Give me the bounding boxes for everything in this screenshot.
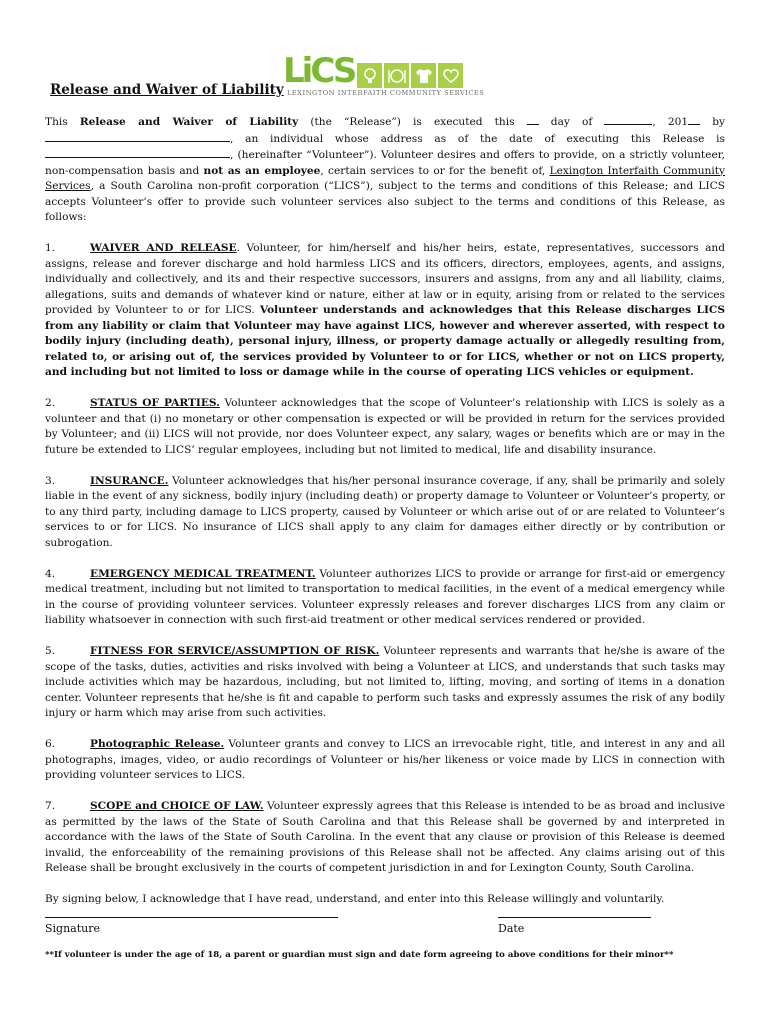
heart-icon <box>438 63 463 88</box>
section-4 <box>45 567 725 629</box>
section-number: 4. <box>45 567 56 580</box>
date-label: Date <box>498 922 525 935</box>
intro-text: , a South Carolina non-profit corporation (“LICS”), subject to the terms and conditions of this Release; and LICS accepts Volunteer’s offer to provide such volunteer services also subject to the terms and conditions of this Release, as follows: <box>45 180 725 223</box>
day-blank[interactable] <box>527 114 539 125</box>
section-number: 2. <box>45 397 56 409</box>
section-heading: Photographic Release. <box>90 738 225 750</box>
section-number: 5. <box>45 645 56 657</box>
intro-text: This <box>45 116 80 128</box>
intro-paragraph <box>45 114 725 226</box>
section-heading: WAIVER AND RELEASE <box>90 242 237 254</box>
document-body <box>45 114 725 908</box>
section-number: 1. <box>45 242 56 254</box>
month-blank[interactable] <box>604 114 652 125</box>
year-blank[interactable] <box>688 114 700 125</box>
section-number: 3. <box>45 474 56 487</box>
intro-text: , certain services to or for the benefit of, <box>320 164 550 177</box>
signature-line[interactable] <box>45 917 338 918</box>
intro-text: (the “Release”) is executed this <box>298 116 527 128</box>
section-heading: FITNESS FOR SERVICE/ASSUMPTION OF RISK. <box>90 645 380 657</box>
date-line[interactable] <box>498 917 651 918</box>
closing-statement: By signing below, I acknowledge that I have read, understand, and enter into this Release willingly and voluntarily. <box>45 893 665 905</box>
section-text: Volunteer authorizes LICS to provide or arrange for first-aid or emergency medical treatment, including but not limited to transportation to medical facilities, in the event of a medical emergency while in the course of providing volunteer services. Volunteer expressly releases and forever discharges LICS from any claim or liability whatsoever in connection with such first-aid treatment or other medical services rendered or provided. <box>45 567 726 626</box>
lics-logo <box>283 51 488 100</box>
section-text: . Volunteer, for him/herself and his/her heirs, estate, representatives, successors and assigns, release and forever discharge and hold harmless LICS and its officers, directors, employees, agents, and assigns, individually and collectively, and its and their respective successors, insurers and assigns, from any and all liability, claims, allegations, suits and demands of whatever kind or nature, either at law or in equity, arising from or related to the services provided by Volunteer to or for LICS. <box>45 242 725 316</box>
intro-text: by <box>700 116 726 128</box>
section-1 <box>45 241 725 381</box>
document-header <box>45 51 725 102</box>
shirt-icon <box>411 63 436 88</box>
document-title: Release and Waiver of Liability <box>50 82 284 98</box>
signature-label: Signature <box>45 922 101 935</box>
intro-bold: not as an employee <box>203 164 321 177</box>
section-6 <box>45 737 725 784</box>
section-text: Volunteer acknowledges that the scope of Volunteer’s relationship with LICS is solely as a volunteer and that (i) no monetary or other compensation is expected or will be provided in return for the services provided by Volunteer; and (ii) LICS will not provide, nor does Volunteer expect, any salary, wages or benefits which are or may in the future be extended to LICS’ regular employees, including but not limited to medical, life and disability insurance. <box>45 397 725 456</box>
section-number: 7. <box>45 800 56 812</box>
plate-icon <box>384 63 409 88</box>
section-heading: INSURANCE. <box>90 474 169 487</box>
section-heading: EMERGENCY MEDICAL TREATMENT. <box>90 567 316 580</box>
section-2 <box>45 396 725 458</box>
organization-name: Lexington Interfaith Community Services <box>45 164 725 192</box>
section-text: Volunteer expressly agrees that this Release is intended to be as broad and inclusive as permitted by the laws of the State of South Carolina and that this Release shall be governed by and interpreted in accordance with the laws of the State of South Carolina. In the event that any clause or provision of this Release is deemed invalid, the enforceability of the remaining provisions of this Release shall not be affected. Any claims arising out of this Release shall be brought exclusively in the courts of competent jurisdiction in and for Lexington County, South Carolina. <box>45 800 725 874</box>
section-text: Volunteer represents and warrants that he/she is aware of the scope of the tasks, duties, activities and risks involved with being a Volunteer at LICS, and understands that such tasks may include activities which may be hazardous, including, but not limited to, lifting, moving, and sorting of items in a donation center. Volunteer represents that he/she is fit and capable to perform such tasks and expressly assumes the risk of any bodily injury or harm which may arise from such activities. <box>45 645 725 719</box>
section-bold-text: Volunteer understands and acknowledges that this Release discharges LICS from any liability or claim that Volunteer may have against LICS, however and wherever asserted, with respect to bodily injury (including death), personal injury, illness, or property damage actually or allegedly resulting from, related to, or arising out of, the services provided by Volunteer to or for LICS, whether or not on LICS property, and including but not limited to loss or damage while in the course of operating LICS vehicles or equipment. <box>45 304 725 378</box>
intro-text: , an individual whose address as of the date of executing this Release is <box>230 132 725 145</box>
minor-footnote: **If volunteer is under the age of 18, a parent or guardian must sign and date form agreeing to above conditions for their minor** <box>45 950 674 960</box>
logo-letters: LiCS <box>283 51 355 91</box>
section-text: Volunteer acknowledges that his/her personal insurance coverage, if any, shall be primarily and solely liable in the event of any sickness, bodily injury (including death) or property damage to Volunteer or Volunteer’s property, or to any third party, including damage to LICS property, caused by Volunteer or which arise out of or are related to Volunteer’s services to or for LICS. No insurance of LICS shall apply to any claim for damages either directly or by contribution or subrogation. <box>45 474 725 549</box>
section-heading: STATUS OF PARTIES. <box>90 397 220 409</box>
volunteer-name-blank[interactable] <box>45 131 230 142</box>
logo-subtitle: LEXINGTON INTERFAITH COMMUNITY SERVICES <box>287 89 485 97</box>
intro-text: day of <box>538 116 605 128</box>
intro-text: , (hereinafter “Volunteer”). Volunteer desires and offers to provide, on a strictly volunteer, non-compensation basis and <box>45 149 725 177</box>
lightbulb-icon <box>357 63 382 88</box>
section-7 <box>45 799 725 877</box>
section-3 <box>45 474 725 552</box>
section-5 <box>45 644 725 722</box>
intro-text: , 201 <box>652 116 689 128</box>
section-number: 6. <box>45 738 56 750</box>
address-blank[interactable] <box>45 147 230 158</box>
section-text: Volunteer grants and convey to LICS an irrevocable right, title, and interest in any and all photographs, images, video, or audio recordings of Volunteer or his/her likeness or voice made by LICS in connection with providing volunteer services to LICS. <box>45 738 725 781</box>
intro-bold: Release and Waiver of Liability <box>79 116 299 128</box>
document-page <box>45 51 726 923</box>
section-heading: SCOPE and CHOICE OF LAW. <box>90 800 264 812</box>
